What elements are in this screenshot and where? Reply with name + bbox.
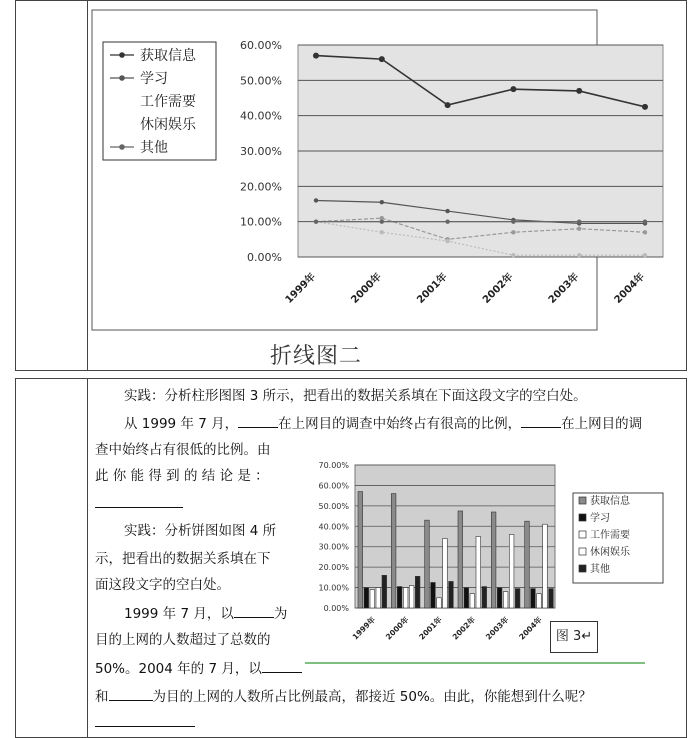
bar-4 xyxy=(376,588,381,608)
text-line-12a: 和 xyxy=(95,689,109,705)
legend-label: 获取信息 xyxy=(140,48,196,64)
bar-3 xyxy=(503,592,508,608)
line-chart-xtick-label: 2004年 xyxy=(612,271,648,306)
text-line-3: 查中始终占有很低的比例。由 xyxy=(95,442,271,458)
line-point xyxy=(313,53,319,59)
text-line-11a: 50%。2004 年的 7 月，以 xyxy=(95,661,262,677)
bar-2 xyxy=(397,587,402,608)
text-line-9 xyxy=(124,603,287,624)
text-line-12 xyxy=(95,686,592,707)
line-point xyxy=(576,88,582,94)
line-point xyxy=(445,219,449,223)
line-point xyxy=(511,219,515,223)
answer-blank-1[interactable] xyxy=(238,413,278,428)
bar-4 xyxy=(443,539,448,608)
line-point xyxy=(380,219,384,223)
legend-label: 工作需要 xyxy=(590,530,630,541)
line-chart-ytick-label: 60.00% xyxy=(240,39,282,52)
bar-chart-xtick-label: 2004年 xyxy=(517,615,544,642)
line-chart-legend xyxy=(103,42,216,160)
line-chart-xtick-label: 2003年 xyxy=(546,271,582,306)
bar-chart xyxy=(300,455,690,665)
bar-5 xyxy=(415,576,420,608)
line-point xyxy=(511,230,515,234)
bar-4 xyxy=(476,537,481,609)
bar-2 xyxy=(497,588,502,608)
bar-chart-ytick-label: 40.00% xyxy=(318,522,349,532)
text-line-2a: 从 1999 年 7 月， xyxy=(124,416,239,432)
line-point xyxy=(445,239,449,243)
bar-5 xyxy=(549,589,554,608)
line-point xyxy=(642,104,648,110)
text-line-2c: 在上网目的调 xyxy=(561,416,643,432)
line-point xyxy=(577,253,581,257)
legend-label: 获取信息 xyxy=(590,496,630,507)
legend-swatch xyxy=(579,497,586,504)
line-point xyxy=(445,102,451,108)
bar-2 xyxy=(464,588,469,608)
line-point xyxy=(510,86,516,92)
text-line-7: 示，把看出的数据关系填在下 xyxy=(95,551,271,567)
line-point xyxy=(314,219,318,223)
answer-blank-6[interactable] xyxy=(109,686,153,701)
legend-swatch xyxy=(579,514,586,521)
bar-chart-xtick-label: 2001年 xyxy=(417,615,444,642)
figure-title: 折线图二 xyxy=(270,344,363,369)
bar-chart-ytick-label: 10.00% xyxy=(318,583,349,593)
bar-3 xyxy=(470,594,475,608)
bar-3 xyxy=(403,588,408,608)
green-divider xyxy=(305,662,645,664)
text-line-5 xyxy=(95,493,183,514)
bar-chart-legend xyxy=(573,493,663,583)
answer-blank-7[interactable] xyxy=(95,712,195,727)
answer-blank-5[interactable] xyxy=(262,658,302,673)
bar-1 xyxy=(425,520,430,608)
legend-swatch xyxy=(579,548,586,555)
legend-label: 其他 xyxy=(140,140,168,156)
bar-1 xyxy=(491,512,496,608)
bar-chart-xtick-label: 2003年 xyxy=(483,615,511,642)
legend-swatch xyxy=(579,565,586,572)
bar-5 xyxy=(382,575,387,608)
line-chart-xtick-label: 2000年 xyxy=(349,271,384,306)
text-line-2b: 在上网目的调查中始终占有很高的比例， xyxy=(278,416,522,432)
bar-chart-xtick-label: 2000年 xyxy=(383,615,411,642)
line-point xyxy=(577,227,581,231)
bar-chart-ytick-label: 0.00% xyxy=(323,604,349,613)
practice-instruction-1: 实践：分析柱形图图 3 所示，把看出的数据关系填在下面这段文字的空白处。 xyxy=(124,388,587,404)
bar-3 xyxy=(437,598,442,608)
line-point xyxy=(643,253,647,257)
line-point xyxy=(380,230,384,234)
bar-chart-ytick-label: 70.00% xyxy=(318,461,349,470)
bar-2 xyxy=(531,589,536,608)
bar-5 xyxy=(482,587,487,608)
answer-blank-2[interactable] xyxy=(521,413,561,428)
line-point xyxy=(314,198,318,202)
bar-1 xyxy=(458,511,463,608)
bar-chart-ytick-label: 50.00% xyxy=(318,501,349,511)
bar-4 xyxy=(509,534,514,608)
line-chart-xtick-label: 2002年 xyxy=(480,271,516,306)
text-line-8: 面这段文字的空白处。 xyxy=(95,577,230,593)
bar-1 xyxy=(358,492,363,608)
bottom-cell-divider xyxy=(87,378,88,738)
bar-chart-ytick-label: 30.00% xyxy=(318,542,349,552)
legend-label: 学习 xyxy=(590,513,610,524)
bar-4 xyxy=(543,524,548,608)
answer-blank-4[interactable] xyxy=(234,603,274,618)
text-line-9b: 为 xyxy=(273,606,288,622)
bar-chart-xtick-label: 1999年 xyxy=(350,615,378,642)
bar-chart-ytick-label: 60.00% xyxy=(318,481,349,491)
line-chart-xtick-label: 1999年 xyxy=(283,271,319,306)
line-chart xyxy=(88,0,648,335)
line-chart-ytick-label: 0.00% xyxy=(247,251,282,264)
legend-swatch xyxy=(579,531,586,538)
text-line-12b: 为目的上网的人数所占比例最高，都接近 50%。由此，你能想到什么呢？ xyxy=(152,689,592,705)
legend-label: 工作需要 xyxy=(140,94,196,110)
line-chart-ytick-label: 40.00% xyxy=(240,109,282,123)
line-point xyxy=(643,219,647,223)
text-line-10: 目的上网的人数超过了总数的 xyxy=(95,632,271,648)
bar-3 xyxy=(537,594,542,608)
line-point xyxy=(379,56,385,62)
bar-3 xyxy=(370,590,375,608)
line-chart-ytick-label: 30.00% xyxy=(240,145,282,158)
line-point xyxy=(577,219,581,223)
bar-chart-ytick-label: 20.00% xyxy=(318,563,349,573)
bar-1 xyxy=(525,521,530,608)
line-point xyxy=(511,253,515,257)
bar-2 xyxy=(364,588,369,608)
legend-swatch-marker xyxy=(119,52,125,58)
bar-1 xyxy=(391,494,396,608)
bar-2 xyxy=(431,582,436,608)
legend-label: 其他 xyxy=(590,564,610,575)
bar-5 xyxy=(515,589,520,608)
bar-4 xyxy=(409,586,414,608)
text-line-13 xyxy=(95,712,195,733)
text-line-4: 此 你 能 得 到 的 结 论 是 ： xyxy=(95,468,269,484)
legend-label: 学习 xyxy=(140,71,168,87)
text-line-2 xyxy=(124,413,642,434)
legend-label: 休闲娱乐 xyxy=(140,117,196,133)
line-chart-ytick-label: 20.00% xyxy=(240,180,282,194)
line-chart-ytick-label: 10.00% xyxy=(240,215,282,229)
legend-swatch-marker xyxy=(119,75,125,81)
answer-blank-3[interactable] xyxy=(95,493,183,508)
bar-chart-xtick-label: 2002年 xyxy=(450,615,478,642)
legend-label: 休闲娱乐 xyxy=(590,547,630,558)
figure-3-caption: 图 3↵ xyxy=(550,621,598,653)
practice-instruction-2: 实践：分析饼图如图 4 所 xyxy=(124,523,277,539)
text-line-9a: 1999 年 7 月，以 xyxy=(124,606,234,622)
line-point xyxy=(445,209,449,213)
line-point xyxy=(643,230,647,234)
legend-swatch-marker xyxy=(119,144,125,150)
text-line-11 xyxy=(95,658,302,679)
line-chart-xtick-label: 2001年 xyxy=(415,271,450,306)
bar-5 xyxy=(449,581,454,608)
line-chart-ytick-label: 50.00% xyxy=(240,74,282,88)
line-point xyxy=(380,200,384,204)
